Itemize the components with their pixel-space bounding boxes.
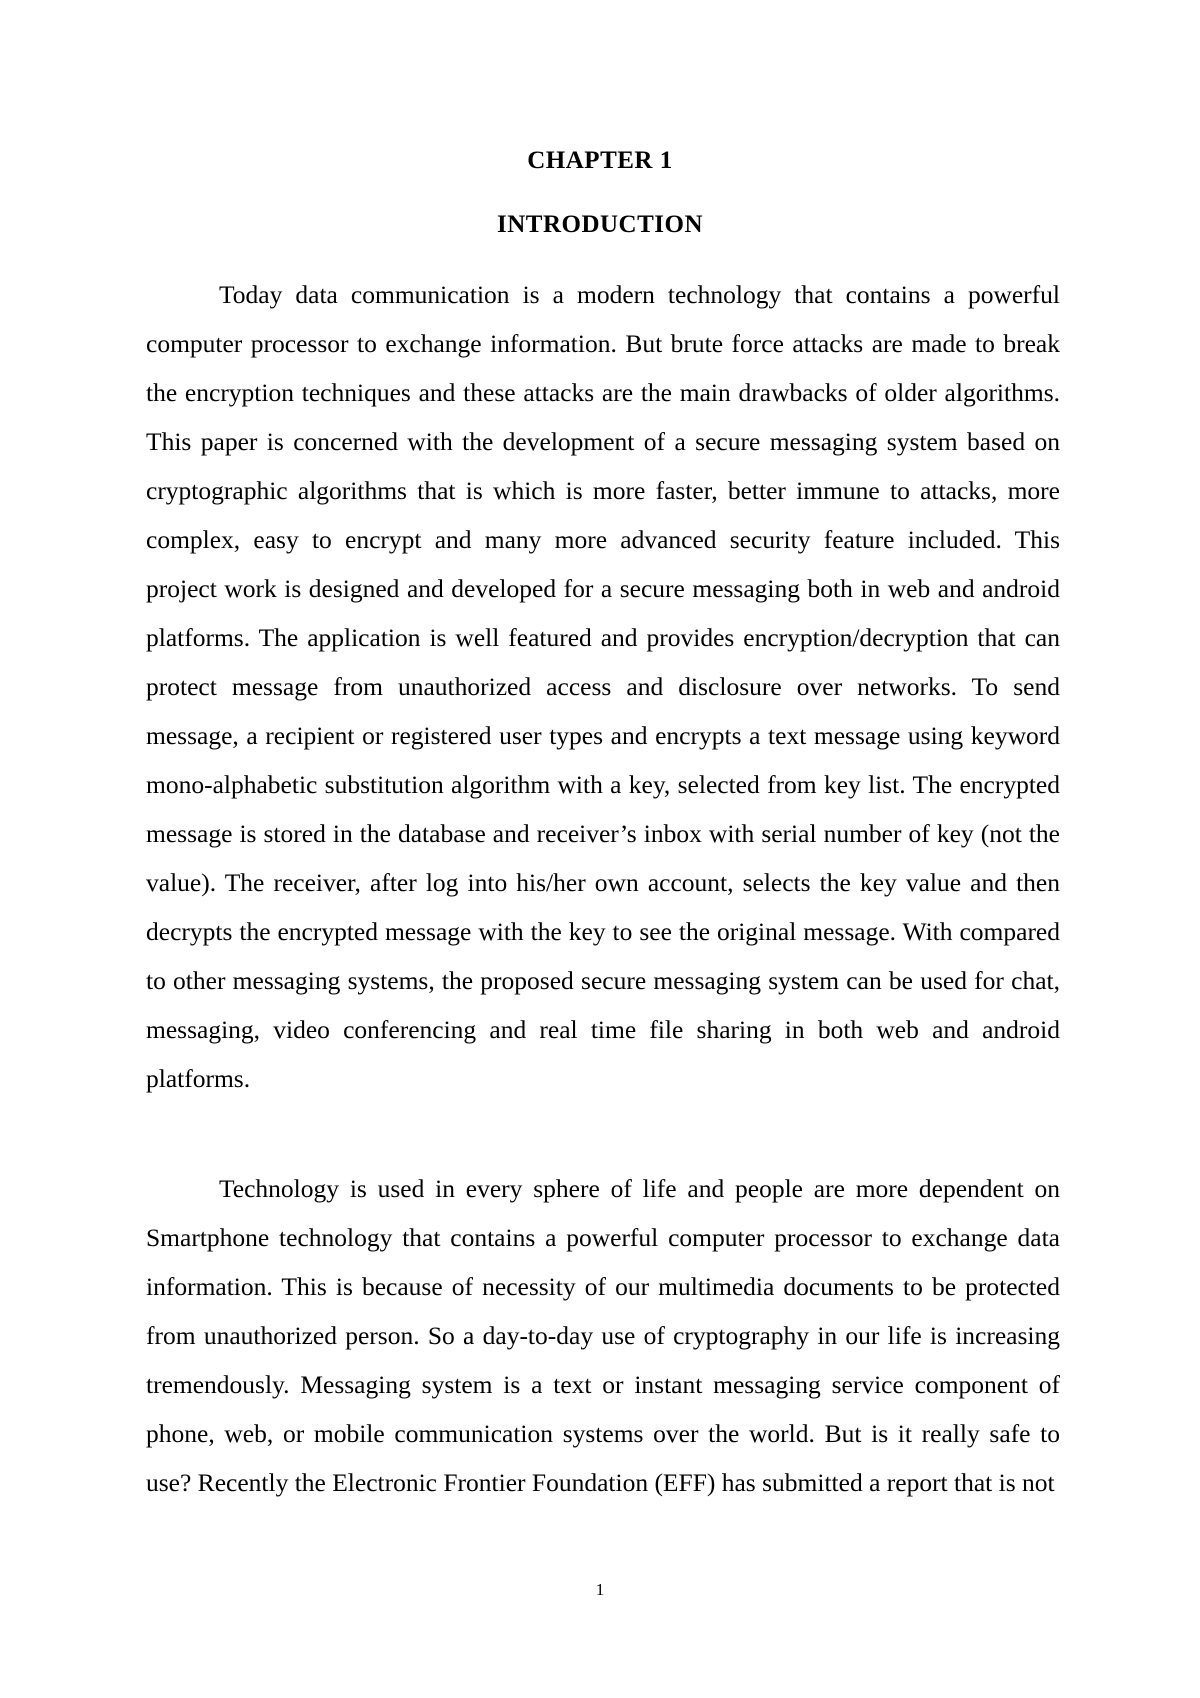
chapter-title: CHAPTER 1 bbox=[527, 147, 673, 174]
section-title: INTRODUCTION bbox=[496, 211, 704, 238]
page-number: 1 bbox=[595, 1580, 605, 1599]
paragraph-2: Technology is used in every sphere of life and people are more dependent on Smartphone technology that contains a powerful computer processor to exchange data information. This is because of necessity of our multimedia documents to be protected from unauthorized person. So a day-to-day use of cryptography in our life is increasing tremendously. Messaging system is a text or instant messaging service component of phone, web, or mobile communication systems over the world. But is it really safe to use? Recently the Electronic Frontier Foundation (EFF) has submitted a report that is not bbox=[146, 1174, 1060, 1497]
paragraph-1: Today data communication is a modern technology that contains a powerful computer processor to exchange information. But brute force attacks are made to break the encryption techniques and these attacks are the main drawbacks of older algorithms. This paper is concerned with the development of a secure messaging system based on cryptographic algorithms that is which is more faster, better immune to attacks, more complex, easy to encrypt and many more advanced security feature included. This project work is designed and developed for a secure messaging both in web and android platforms. The application is well featured and provides encryption/decryption that can protect message from unauthorized access and disclosure over networks. To send message, a recipient or registered user types and encrypts a text message using keyword mono-alphabetic substitution algorithm with a key, selected from key list. The encrypted message is stored in the database and receiver’s inbox with serial number of key (not the value). The receiver, after log into his/her own account, selects the key value and then decrypts the encrypted message with the key to see the original message. With compared to other messaging systems, the proposed secure messaging system can be used for chat, messaging, video conferencing and real time file sharing in both web and android platforms. bbox=[146, 280, 1060, 1093]
